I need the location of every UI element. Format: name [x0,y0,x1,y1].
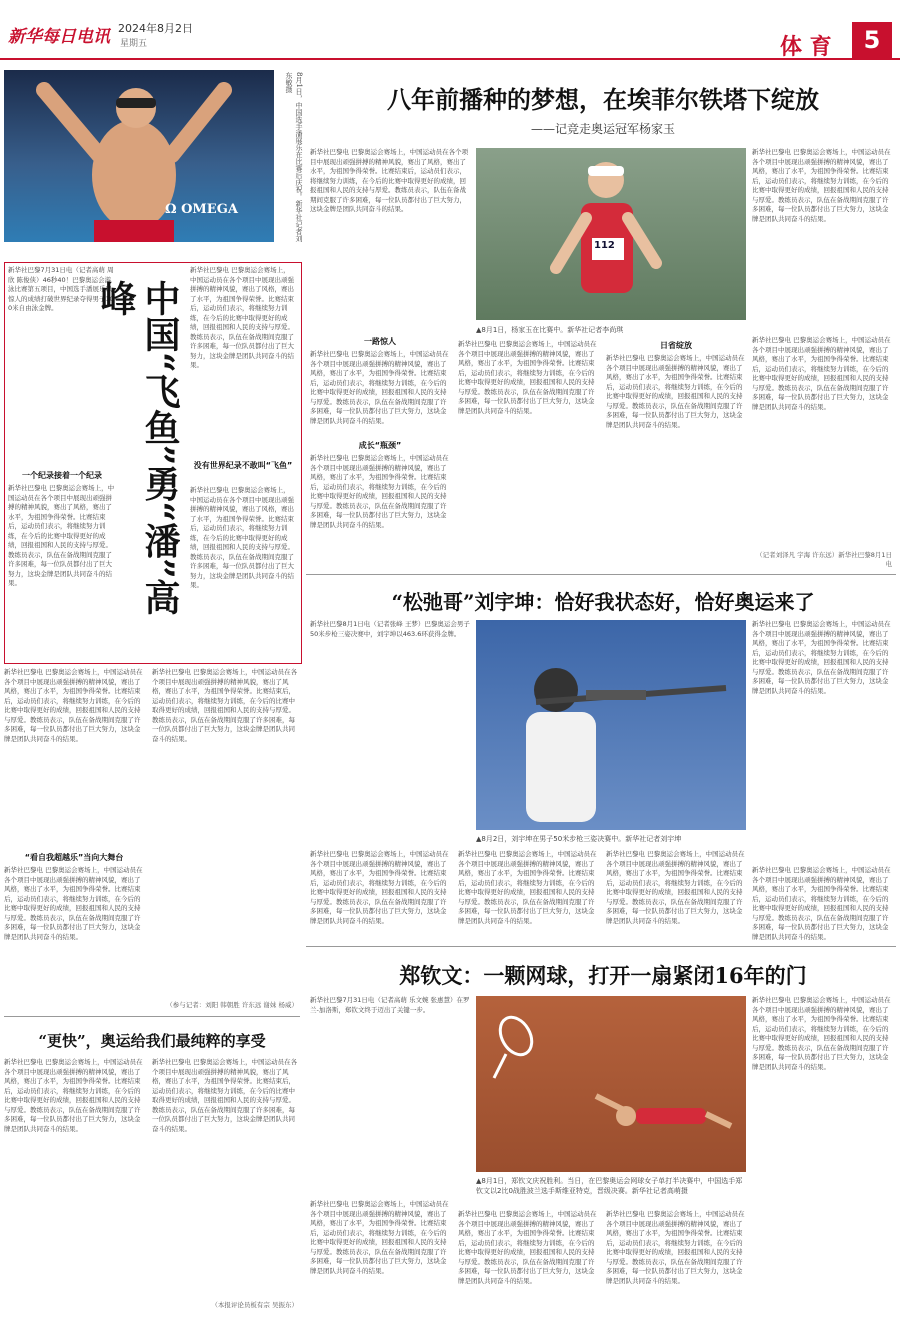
top-story-section-2: 成长“瓶颈” [358,441,402,450]
walker-photo-caption: ▲8月1日，杨家玉在比赛中。新华社记者李尚琪 [476,326,624,334]
tennis-photo [476,996,746,1172]
top-story-section-3: 日省绽放 [660,341,692,350]
divider [4,1016,300,1017]
top-story-section-1: 一路惊人 [364,337,396,346]
divider [306,946,896,947]
top-story-col4: 新华社巴黎电 巴黎奥运会赛场上，中国运动员在各个项目中展现出顽强拼搏的精神风貌，赛出了风格，赛出了水平，为祖国争得荣誉。比赛结束后，运动员们表示，将继续努力训练，在今后的比赛中取得更好的成绩，回报祖国和人民的支持与厚爱。教练员表示，队伍在备战期间克服了许多困难，每一位队员都付出了巨大努力，这块金牌是团队共同奋斗的结果。 [458,340,597,415]
commentary-col1: 新华社巴黎电 巴黎奥运会赛场上，中国运动员在各个项目中展现出顽强拼搏的精神风貌，赛出了风格，赛出了水平，为祖国争得荣誉。比赛结束后，运动员们表示，将继续努力训练，在今后的比赛中取得更好的成绩，回报祖国和人民的支持与厚爱。教练员表示，队伍在备战期间克服了许多困难，每一位队员都付出了巨大努力，这块金牌是团队共同奋斗的结果。 [4,1058,143,1133]
tennis-photo-caption: ▲8月1日，郑钦文庆祝胜利。当日，在巴黎奥运会网球女子单打半决赛中，中国选手郑钦文以2比0战胜波兰选手斯维亚特克，晋级决赛。新华社记者高萌摄 [476,1177,743,1195]
top-story-col3: 新华社巴黎电 巴黎奥运会赛场上，中国运动员在各个项目中展现出顽强拼搏的精神风貌，赛出了风格，赛出了水平，为祖国争得荣誉。比赛结束后，运动员们表示，将继续努力训练，在今后的比赛中取得更好的成绩，回报祖国和人民的支持与厚爱。教练员表示，队伍在备战期间克服了许多困难，每一位队员都付出了巨大努力，这块金牌是团队共同奋斗的结果。 [310,454,449,529]
left-story-credit: （参与记者：刘阳 韩朝胜 许东远 谢妹 杨威） [166,1001,298,1009]
tennis-player-icon [476,996,746,1172]
issue-weekday: 星期五 [120,39,148,49]
left-story-continued-2: 新华社巴黎电 巴黎奥运会赛场上，中国运动员在各个项目中展现出顽强拼搏的精神风貌，赛出了风格，赛出了水平，为祖国争得荣誉。比赛结束后，运动员们表示，将继续努力训练，在今后的比赛中取得更好的成绩，回报祖国和人民的支持与厚爱。教练员表示，队伍在备战期间克服了许多困难，每一位队员都付出了巨大努力，这块金牌是团队共同奋斗的结果。 [4,866,143,941]
bottom-story-col1: 新华社巴黎电 巴黎奥运会赛场上，中国运动员在各个项目中展现出顽强拼搏的精神风貌，赛出了风格，赛出了水平，为祖国争得荣誉。比赛结束后，运动员们表示，将继续努力训练，在今后的比赛中取得更好的成绩，回报祖国和人民的支持与厚爱。教练员表示，队伍在备战期间克服了许多困难，每一位队员都付出了巨大努力，这块金牌是团队共同奋斗的结果。 [310,1200,449,1275]
left-story-section-3: “看自我超越乐”当向大舞台 [24,853,124,862]
mid-story-col3: 新华社巴黎电 巴黎奥运会赛场上，中国运动员在各个项目中展现出顽强拼搏的精神风貌，赛出了风格，赛出了水平，为祖国争得荣誉。比赛结束后，运动员们表示，将继续努力训练，在今后的比赛中取得更好的成绩，回报祖国和人民的支持与厚爱。教练员表示，队伍在备战期间克服了许多困难，每一位队员都付出了巨大努力，这块金牌是团队共同奋斗的结果。 [606,850,745,925]
top-story-col1: 新华社巴黎电 巴黎奥运会赛场上，中国运动员在各个项目中展现出顽强拼搏的精神风貌，赛出了风格，赛出了水平，为祖国争得荣誉。比赛结束后，运动员们表示，将继续努力训练，在今后的比赛中取得更好的成绩，回报祖国和人民的支持与厚爱。教练员表示，队伍在备战期间克服了许多困难，每一位队员都付出了巨大努力，这块金牌是团队共同奋斗的结果。 [310,148,469,213]
top-story-col-right: 新华社巴黎电 巴黎奥运会赛场上，中国运动员在各个项目中展现出顽强拼搏的精神风貌，赛出了风格，赛出了水平，为祖国争得荣誉。比赛结束后，运动员们表示，将继续努力训练，在今后的比赛中取得更好的成绩，回报祖国和人民的支持与厚爱。教练员表示，队伍在备战期间克服了许多困难，每一位队员都付出了巨大努力，这块金牌是团队共同奋斗的结果。 [752,148,891,223]
athlete-bib: 112 [594,240,615,251]
left-story-col2-body: 新华社巴黎电 巴黎奥运会赛场上，中国运动员在各个项目中展现出顽强拼搏的精神风貌，赛出了风格，赛出了水平，为祖国争得荣誉。比赛结束后，运动员们表示，将继续努力训练，在今后的比赛中取得更好的成绩，回报祖国和人民的支持与厚爱。教练员表示，队伍在备战期间克服了许多困难，每一位队员都付出了巨大努力，这块金牌是团队共同奋斗的结果。 [190,486,294,589]
top-story-headline: 八年前播种的梦想，在埃菲尔铁塔下绽放 [387,85,819,114]
left-story-intro: 新华社巴黎7月31日电（记者高萌 周欣 陈俊侠）46秒40！巴黎奥运会游泳比赛第五项目，中国选手潘展乐以惊人的成绩打破世界纪录夺得男子100米自由泳金牌。 [8,266,114,312]
left-story-section-1: 一个纪录接着一个纪录 [22,471,102,480]
mid-story-col-right: 新华社巴黎电 巴黎奥运会赛场上，中国运动员在各个项目中展现出顽强拼搏的精神风貌，赛出了风格，赛出了水平，为祖国争得荣誉。比赛结束后，运动员们表示，将继续努力训练，在今后的比赛中取得更好的成绩，回报祖国和人民的支持与厚爱。教练员表示，队伍在备战期间克服了许多困难，每一位队员都付出了巨大努力，这块金牌是团队共同奋斗的结果。 [752,620,891,695]
top-story-col6: 新华社巴黎电 巴黎奥运会赛场上，中国运动员在各个项目中展现出顽强拼搏的精神风貌，赛出了风格，赛出了水平，为祖国争得荣誉。比赛结束后，运动员们表示，将继续努力训练，在今后的比赛中取得更好的成绩，回报祖国和人民的支持与厚爱。教练员表示，队伍在备战期间克服了许多困难，每一位队员都付出了巨大努力，这块金牌是团队共同奋斗的结果。 [752,336,891,411]
top-story-credit: （记者刘泽凡 宇海 许东远）新华社巴黎8月1日电 [756,551,892,568]
mid-story-col4: 新华社巴黎电 巴黎奥运会赛场上，中国运动员在各个项目中展现出顽强拼搏的精神风貌，赛出了风格，赛出了水平，为祖国争得荣誉。比赛结束后，运动员们表示，将继续努力训练，在今后的比赛中取得更好的成绩，回报祖国和人民的支持与厚爱。教练员表示，队伍在备战期间克服了许多困难，每一位队员都付出了巨大努力，这块金牌是团队共同奋斗的结果。 [752,866,891,940]
top-story-col5: 新华社巴黎电 巴黎奥运会赛场上，中国运动员在各个项目中展现出顽强拼搏的精神风貌，赛出了风格，赛出了水平，为祖国争得荣誉。比赛结束后，运动员们表示，将继续努力训练，在今后的比赛中取得更好的成绩，回报祖国和人民的支持与厚爱。教练员表示，队伍在备战期间克服了许多困难，每一位队员都付出了巨大努力，这块金牌是团队共同奋斗的结果。 [606,354,745,429]
bottom-story-headline: 郑钦文：一颗网球，打开一扇紧闭16年的门 [399,963,807,988]
shooter-figure-icon [476,620,746,830]
bottom-story-col2: 新华社巴黎电 巴黎奥运会赛场上，中国运动员在各个项目中展现出顽强拼搏的精神风貌，赛出了风格，赛出了水平，为祖国争得荣誉。比赛结束后，运动员们表示，将继续努力训练，在今后的比赛中取得更好的成绩，回报祖国和人民的支持与厚爱。教练员表示，队伍在备战期间克服了许多困难，每一位队员都付出了巨大努力，这块金牌是团队共同奋斗的结果。 [458,1210,597,1285]
top-story-col2: 新华社巴黎电 巴黎奥运会赛场上，中国运动员在各个项目中展现出顽强拼搏的精神风貌，赛出了风格，赛出了水平，为祖国争得荣誉。比赛结束后，运动员们表示，将继续努力训练，在今后的比赛中取得更好的成绩，回报祖国和人民的支持与厚爱。教练员表示，队伍在备战期间克服了许多困难，每一位队员都付出了巨大努力，这块金牌是团队共同奋斗的结果。 [310,350,449,425]
bottom-story-col-right: 新华社巴黎电 巴黎奥运会赛场上，中国运动员在各个项目中展现出顽强拼搏的精神风貌，赛出了风格，赛出了水平，为祖国争得荣誉。比赛结束后，运动员们表示，将继续努力训练，在今后的比赛中取得更好的成绩，回报祖国和人民的支持与厚爱。教练员表示，队伍在备战期间克服了许多困难，每一位队员都付出了巨大努力，这块金牌是团队共同奋斗的结果。 [752,996,891,1071]
page-number: 5 [852,22,892,58]
athlete-figure-icon [476,148,746,320]
commentary-col2: 新华社巴黎电 巴黎奥运会赛场上，中国运动员在各个项目中展现出顽强拼搏的精神风貌，赛出了风格，赛出了水平，为祖国争得荣誉。比赛结束后，运动员们表示，将继续努力训练，在今后的比赛中取得更好的成绩，回报祖国和人民的支持与厚爱。教练员表示，队伍在备战期间克服了许多困难，每一位队员都付出了巨大努力，这块金牌是团队共同奋斗的结果。 [152,1058,298,1133]
shooter-photo [476,620,746,830]
commentary-credit: （本报评论员板有宗 吴振东） [211,1301,298,1309]
mid-story-headline: “松弛哥”刘宇坤：恰好我状态好，恰好奥运来了 [391,590,815,614]
mid-story-intro: 新华社巴黎8月1日电（记者张峰 王梦）巴黎奥运会男子50米步枪三姿决赛中，刘宇坤以463.6环获得金牌。 [310,620,470,638]
issue-date: 2024年8月2日 [118,22,193,35]
swimmer-photo-caption: 8月1日，中国选手潘展乐在比赛后庆祝。新华社记者刘东敏摄 [285,72,303,242]
bottom-story-col3: 新华社巴黎电 巴黎奥运会赛场上，中国运动员在各个项目中展现出顽强拼搏的精神风貌，赛出了风格，赛出了水平，为祖国争得荣誉。比赛结束后，运动员们表示，将继续努力训练，在今后的比赛中取得更好的成绩，回报祖国和人民的支持与厚爱。教练员表示，队伍在备战期间克服了许多困难，每一位队员都付出了巨大努力，这块金牌是团队共同奋斗的结果。 [606,1210,745,1285]
mid-story-col2: 新华社巴黎电 巴黎奥运会赛场上，中国运动员在各个项目中展现出顽强拼搏的精神风貌，赛出了风格，赛出了水平，为祖国争得荣誉。比赛结束后，运动员们表示，将继续努力训练，在今后的比赛中取得更好的成绩，回报祖国和人民的支持与厚爱。教练员表示，队伍在备战期间克服了许多困难，每一位队员都付出了巨大努力，这块金牌是团队共同奋斗的结果。 [458,850,597,925]
shooter-photo-caption: ▲8月2日，刘宇坤在男子50米步枪三姿决赛中。新华社记者刘宇坤 [476,835,682,843]
top-story-subheadline: ——记竞走奥运冠军杨家玉 [530,122,675,136]
left-story-section-2: 没有世界纪录不敢叫“飞鱼” [193,461,293,470]
commentary-headline: “更快”，奥运给我们最纯粹的享受 [38,1032,266,1050]
divider [306,574,896,575]
mid-story-col1b: 新华社巴黎电 巴黎奥运会赛场上，中国运动员在各个项目中展现出顽强拼搏的精神风貌，赛出了风格，赛出了水平，为祖国争得荣誉。比赛结束后，运动员们表示，将继续努力训练，在今后的比赛中取得更好的成绩，回报祖国和人民的支持与厚爱。教练员表示，队伍在备战期间克服了许多困难，每一位队员都付出了巨大努力，这块金牌是团队共同奋斗的结果。 [310,850,449,925]
walker-photo [476,148,746,320]
section-title: 体 育 [780,34,832,60]
newspaper-logo: 新华每日电讯 [8,27,110,47]
left-story-col1-body: 新华社巴黎电 巴黎奥运会赛场上，中国运动员在各个项目中展现出顽强拼搏的精神风貌，赛出了风格，赛出了水平，为祖国争得荣誉。比赛结束后，运动员们表示，将继续努力训练，在今后的比赛中取得更好的成绩，回报祖国和人民的支持与厚爱。教练员表示，队伍在备战期间克服了许多困难，每一位队员都付出了巨大努力，这块金牌是团队共同奋斗的结果。 [8,484,115,587]
left-story-continued-3: 新华社巴黎电 巴黎奥运会赛场上，中国运动员在各个项目中展现出顽强拼搏的精神风貌，赛出了风格，赛出了水平，为祖国争得荣誉。比赛结束后，运动员们表示，将继续努力训练，在今后的比赛中取得更好的成绩，回报祖国和人民的支持与厚爱。教练员表示，队伍在备战期间克服了许多困难，每一位队员都付出了巨大努力，这块金牌是团队共同奋斗的结果。 [152,668,298,743]
bottom-story-intro: 新华社巴黎7月31日电（记者高萌 乐文婉 张惠慧）在罗兰-加洛斯，郑钦文终于迈出了关键一步。 [310,996,470,1014]
left-story-col2: 新华社巴黎电 巴黎奥运会赛场上，中国运动员在各个项目中展现出顽强拼搏的精神风貌，赛出了风格，赛出了水平，为祖国争得荣誉。比赛结束后，运动员们表示，将继续努力训练，在今后的比赛中取得更好的成绩，回报祖国和人民的支持与厚爱。教练员表示，队伍在备战期间克服了许多困难，每一位队员都付出了巨大努力，这块金牌是团队共同奋斗的结果。 [190,266,294,369]
omega-logo: Ω OMEGA [165,202,238,217]
left-story-continued-1: 新华社巴黎电 巴黎奥运会赛场上，中国运动员在各个项目中展现出顽强拼搏的精神风貌，赛出了风格，赛出了水平，为祖国争得荣誉。比赛结束后，运动员们表示，将继续努力训练，在今后的比赛中取得更好的成绩，回报祖国和人民的支持与厚爱。教练员表示，队伍在备战期间克服了许多困难，每一位队员都付出了巨大努力，这块金牌是团队共同奋斗的结果。 [4,668,143,743]
left-story-vertical-title: 中国“飞鱼”勇“潘”高峰 [95,280,181,615]
